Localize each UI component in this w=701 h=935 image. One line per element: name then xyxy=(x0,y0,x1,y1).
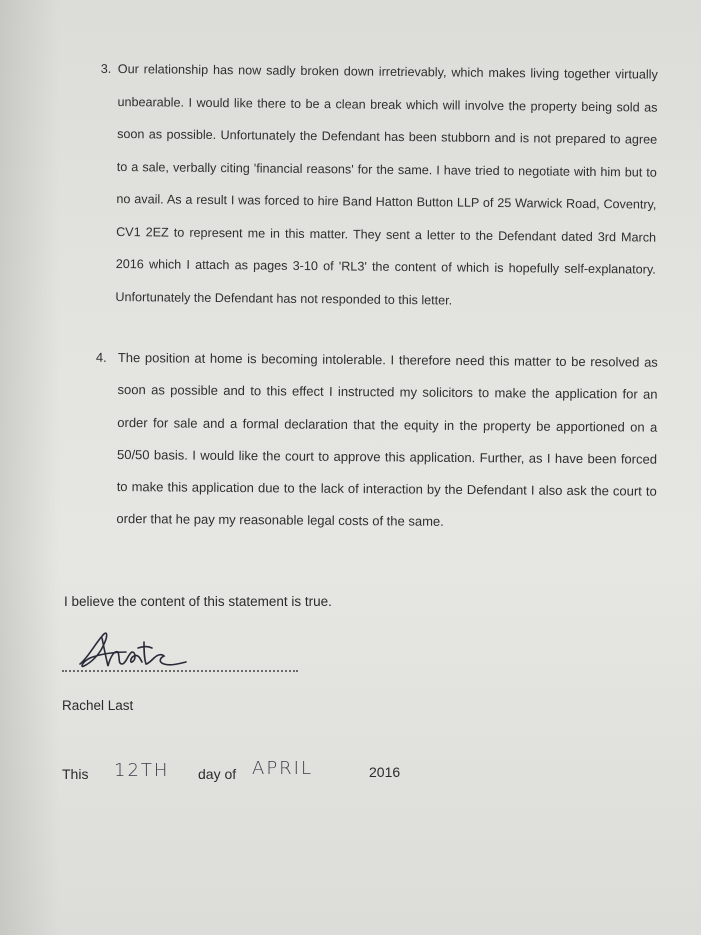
handwritten-signature xyxy=(74,628,194,672)
paragraph-3 xyxy=(100,53,658,319)
statement-of-truth: I believe the content of this statement is true. xyxy=(64,594,332,609)
date-day-of-label: day of xyxy=(198,766,237,782)
paragraph-number: 3. xyxy=(100,61,112,76)
handwritten-month: APRIL xyxy=(252,758,314,779)
page-shadow xyxy=(0,0,60,935)
paragraph-number: 4. xyxy=(95,349,107,365)
paragraph-text: Our relationship has now sadly broken down irretrievably, which makes living together virtually unbearable. I would like there to be a clean break which will involve the property being sold as soon as possible. Unfortunately the Defendant has been stubborn and is not prepared to agree to a sale, verbally citing 'financial reasons' for the same. I have tried to negotiate with him but to no avail. As a result I was forced to hire Band Hatton Button LLP of 25 Warwick Road, Coventry, CV1 2EZ to represent me in this matter. They sent a letter to the Defendant dated 3rd March 2016 which I attach as pages 3-10 of 'RL3' the content of which is hopefully self-explanatory. Unfortunately the Defendant has not responded to this letter. xyxy=(115,61,658,308)
paragraph-text: The position at home is becoming intolerable. I therefore need this matter to be resolved as soon as possible and to this effect I instructed my solicitors to make the application for an order for sale and a formal declaration that the equity in the property be apportioned on a 50/50 basis. I would like the court to approve this application. Further, as I have been forced to make this application due to the lack of interaction by the Defendant I also ask the court to order that he pay my reasonable legal costs of the same. xyxy=(116,349,658,530)
paragraph-4 xyxy=(95,342,658,540)
signatory-name: Rachel Last xyxy=(62,698,134,713)
date-year: 2016 xyxy=(369,764,401,780)
signature-line xyxy=(62,670,298,672)
date-line xyxy=(62,758,462,792)
handwritten-day: 12TH xyxy=(114,760,170,781)
date-this-label: This xyxy=(62,766,89,782)
